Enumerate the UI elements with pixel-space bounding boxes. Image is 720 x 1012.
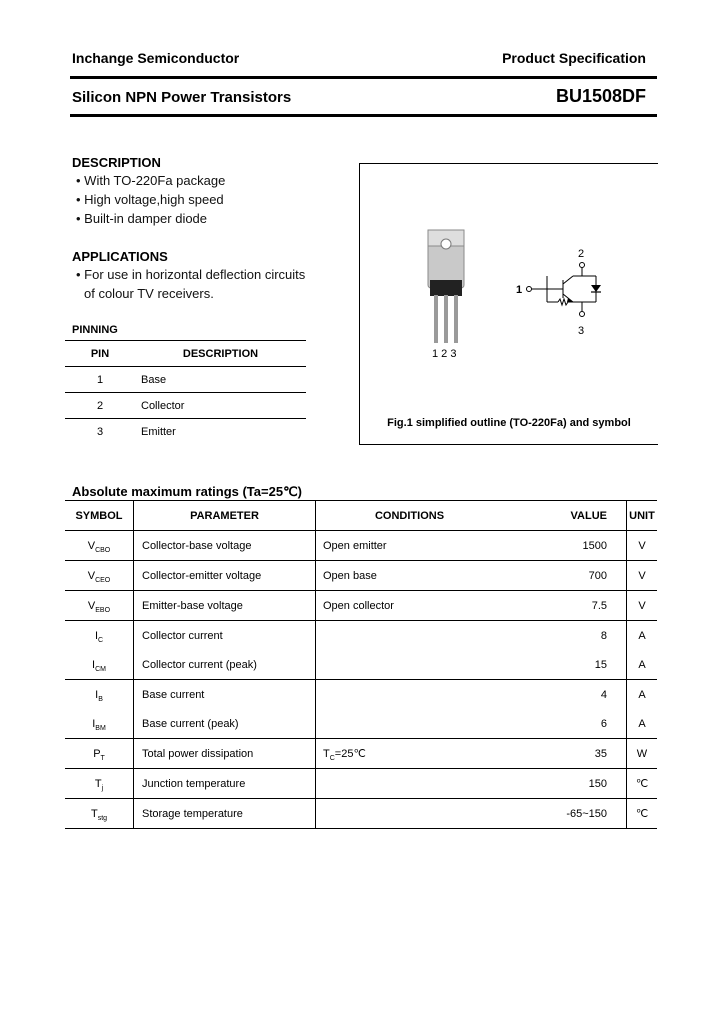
- unit-cell: ℃: [627, 799, 658, 829]
- description-heading: DESCRIPTION: [72, 155, 161, 170]
- applications-item: • For use in horizontal deflection circuits: [76, 267, 306, 282]
- table-row: [65, 739, 657, 769]
- table-row: [65, 393, 306, 419]
- applications-list: [76, 265, 305, 303]
- description-item: • High voltage,high speed: [76, 192, 224, 207]
- symbol-cell: $I_B$: [65, 680, 134, 710]
- unit-cell: ℃: [627, 769, 658, 799]
- description-item: • Built-in damper diode: [76, 211, 208, 226]
- pin-number: 3: [96, 425, 104, 438]
- symbol-cell: $V_{CEO}$: [65, 561, 134, 591]
- pin-number: 2: [65, 393, 135, 419]
- value-cell: 6: [600, 717, 607, 730]
- ratings-title: Absolute maximum ratings (Ta=25℃): [72, 484, 302, 499]
- conditions-cell: [316, 680, 504, 710]
- unit-cell: A: [627, 650, 658, 680]
- company-name: Inchange Semiconductor: [72, 50, 240, 66]
- table-row: [65, 621, 657, 651]
- symbol-label-emitter: 3: [578, 325, 585, 337]
- pin-number: 1: [65, 367, 135, 393]
- table-row: [65, 531, 657, 561]
- product-line: Silicon NPN Power Transistors: [72, 89, 292, 106]
- table-row: [65, 591, 657, 621]
- doc-type: Product Specification: [502, 50, 646, 66]
- parameter-cell: Collector-emitter voltage: [134, 561, 316, 591]
- parameter-cell: Storage temperature: [134, 799, 316, 829]
- transistor-symbol: [527, 263, 597, 317]
- unit-cell: W: [627, 739, 658, 769]
- conditions-cell: [316, 650, 504, 680]
- value-cell: 700: [503, 561, 627, 591]
- ratings-table: [65, 500, 657, 829]
- symbol-label-base: 1: [516, 284, 523, 296]
- value-cell: 150: [503, 769, 627, 799]
- symbol-cell: $I_{CM}$: [92, 658, 106, 673]
- parameter-cell: Collector current (peak): [134, 650, 316, 680]
- table-row: [65, 680, 657, 710]
- col-value: VALUE: [503, 501, 627, 531]
- symbol-cell: $T_j$: [65, 769, 134, 799]
- table-row: [65, 419, 306, 445]
- value-cell: 35: [503, 739, 627, 769]
- table-row: [65, 769, 657, 799]
- col-conditions: CONDITIONS: [316, 501, 504, 531]
- unit-cell: V: [627, 531, 658, 561]
- pin-desc-col-header: DESCRIPTION: [135, 341, 306, 367]
- conditions-cell: [316, 799, 504, 829]
- pinning-heading: PINNING: [72, 324, 118, 336]
- table-row: [65, 367, 306, 393]
- col-unit: UNIT: [627, 501, 658, 531]
- value-cell: 7.5: [503, 591, 627, 621]
- title-rule: [70, 114, 657, 117]
- col-symbol: SYMBOL: [65, 501, 134, 531]
- table-row: [65, 709, 657, 739]
- figure-box: [359, 163, 658, 445]
- figure-caption: Fig.1 simplified outline (TO-220Fa) and symbol: [387, 417, 631, 429]
- parameter-cell: Junction temperature: [134, 769, 316, 799]
- col-parameter: PARAMETER: [134, 501, 316, 531]
- pinning-table: [65, 340, 306, 444]
- symbol-cell: $I_C$: [65, 621, 134, 651]
- description-item: • With TO-220Fa package: [76, 173, 226, 188]
- conditions-cell: $T_C=25℃$: [316, 739, 504, 769]
- unit-cell: A: [627, 621, 658, 651]
- parameter-cell: Base current (peak): [134, 709, 316, 739]
- value-cell: 4: [503, 680, 627, 710]
- value-cell: 8: [503, 621, 627, 651]
- table-row: [65, 650, 657, 680]
- parameter-cell: Collector current: [134, 621, 316, 651]
- conditions-cell: [316, 621, 504, 651]
- unit-cell: V: [627, 561, 658, 591]
- table-row: [65, 799, 657, 829]
- unit-cell: A: [627, 709, 658, 739]
- value-cell: 1500: [503, 531, 627, 561]
- symbol-cell: $I_{BM}$: [92, 717, 106, 732]
- pin-description: Emitter: [141, 425, 176, 438]
- header-rule: [70, 76, 657, 79]
- symbol-cell: $V_{EBO}$: [65, 591, 134, 621]
- table-row: [65, 561, 657, 591]
- symbol-cell: $V_{CBO}$: [65, 531, 134, 561]
- conditions-cell: [316, 709, 504, 739]
- applications-item: of colour TV receivers.: [84, 286, 214, 301]
- conditions-cell: Open emitter: [316, 531, 504, 561]
- symbol-cell: $T_{stg}$: [65, 799, 134, 829]
- package-outline-image: [360, 164, 658, 364]
- conditions-cell: Open collector: [316, 591, 504, 621]
- applications-heading: APPLICATIONS: [72, 249, 168, 264]
- conditions-cell: [316, 769, 504, 799]
- pin-description: Base: [135, 367, 306, 393]
- unit-cell: A: [627, 680, 658, 710]
- parameter-cell: Emitter-base voltage: [134, 591, 316, 621]
- unit-cell: V: [627, 591, 658, 621]
- value-cell: 15: [594, 658, 607, 671]
- symbol-cell: $P_T$: [65, 739, 134, 769]
- part-number: BU1508DF: [555, 86, 646, 106]
- conditions-cell: Open base: [316, 561, 504, 591]
- value-cell: -65~150: [503, 799, 627, 829]
- package-pin-labels: 1 2 3: [432, 348, 457, 360]
- description-list: [76, 171, 225, 228]
- pin-description: Collector: [135, 393, 306, 419]
- parameter-cell: Collector-base voltage: [134, 531, 316, 561]
- pin-col-header: PIN: [65, 341, 135, 367]
- parameter-cell: Total power dissipation: [134, 739, 316, 769]
- parameter-cell: Base current: [134, 680, 316, 710]
- symbol-label-collector: 2: [578, 248, 585, 260]
